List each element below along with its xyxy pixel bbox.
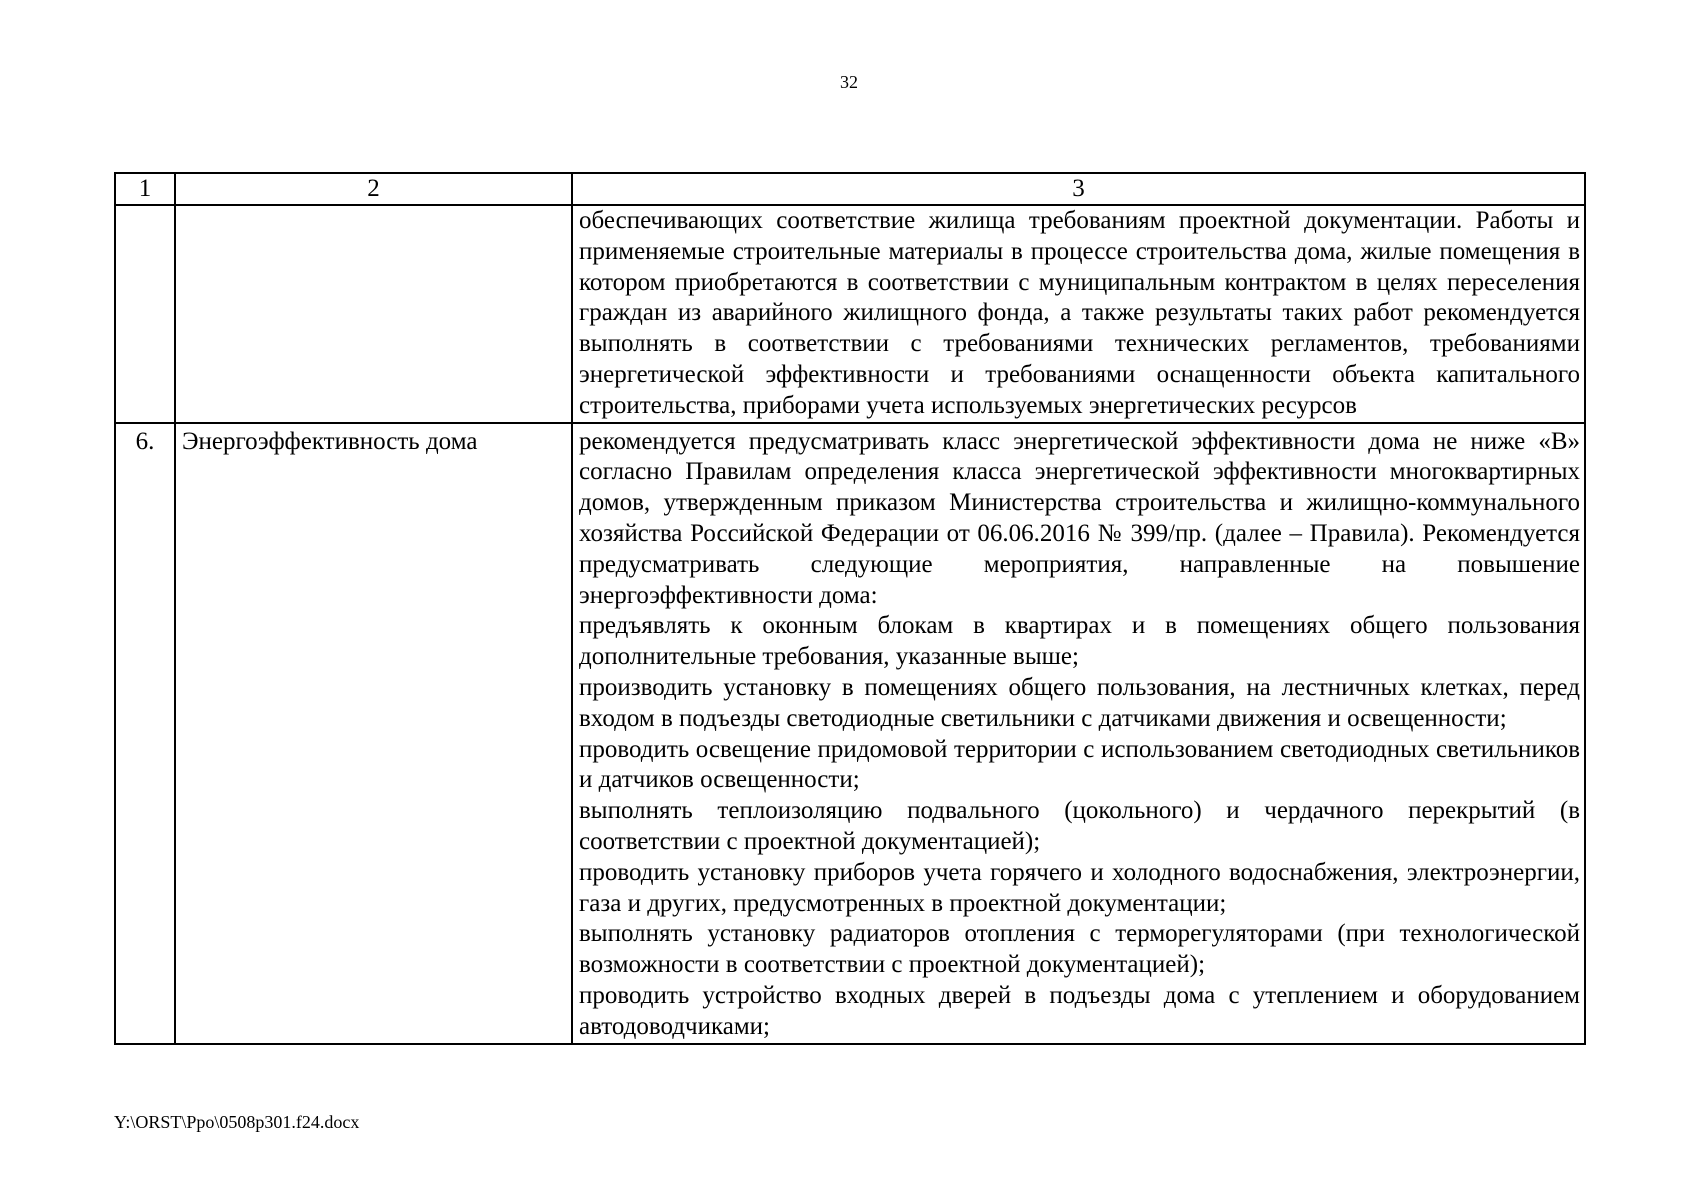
table-row-6 xyxy=(115,423,1585,1044)
table-header-row xyxy=(115,173,1585,205)
description-paragraph: предъявлять к оконным блокам в квартирах и в помещениях общего пользования дополнительные требования, указанные выше; xyxy=(579,612,1580,671)
description-paragraph: производить установку в помещениях общего пользования, на лестничных клетках, перед входом в подъезды светодиодные светильники с датчиками движения и освещенности; xyxy=(579,673,1580,732)
row-number-cell: 6. xyxy=(115,423,175,1044)
column-header-2: 2 xyxy=(175,173,572,205)
description-paragraph: выполнять установку радиаторов отопления с терморегуляторами (при технологической возможности в соответствии с проектной документацией); xyxy=(579,920,1580,979)
footer-file-path: Y:\ORST\Ppo\0508p301.f24.docx xyxy=(114,1112,360,1132)
column-header-3: 3 xyxy=(572,173,1585,205)
requirements-table xyxy=(114,172,1586,1045)
row-description-cell xyxy=(572,423,1585,1044)
description-paragraph: рекомендуется предусматривать класс энергетической эффективности дома не ниже «B» согласно Правилам определения класса энергетической эффективности многоквартирных домов, утвержденным приказом Министерства строительства и жилищно-коммунального хозяйства Российской Федерации от 06.06.2016 № 399/пр. (далее – Правила). Рекомендуется предусматривать следующие мероприятия, направленные на повышение энергоэффективности дома: xyxy=(579,427,1580,609)
row-number-cell xyxy=(115,205,175,423)
row-name-cell xyxy=(175,205,572,423)
description-paragraph: обеспечивающих соответствие жилища требованиям проектной документации. Работы и применяемые строительные материалы в процессе строительства дома, жилые помещения в котором приобретаются в соответствии с муниципальным контрактом в целях переселения граждан из аварийного жилищного фонда, а также результаты таких работ рекомендуется выполнять в соответствии с требованиями технических регламентов, требованиями энергетической эффективности и требованиями оснащенности объекта капитального строительства, приборами учета используемых энергетических ресурсов xyxy=(579,207,1580,419)
page-number: 32 xyxy=(840,72,858,92)
row-name-cell: Энергоэффективность дома xyxy=(175,423,572,1044)
table-row-continuation xyxy=(115,205,1585,423)
description-paragraph: выполнять теплоизоляцию подвального (цокольного) и чердачного перекрытий (в соответствии с проектной документацией); xyxy=(579,797,1580,855)
description-paragraph: проводить освещение придомовой территории с использованием светодиодных светильников и датчиков освещенности; xyxy=(579,735,1580,794)
description-paragraph: проводить устройство входных дверей в подъезды дома с утеплением и оборудованием автодоводчиками; xyxy=(579,981,1580,1040)
description-paragraph: проводить установку приборов учета горячего и холодного водоснабжения, электроэнергии, газа и других, предусмотренных в проектной документации; xyxy=(579,858,1580,917)
column-header-1: 1 xyxy=(115,173,175,205)
row-description-cell xyxy=(572,205,1585,423)
